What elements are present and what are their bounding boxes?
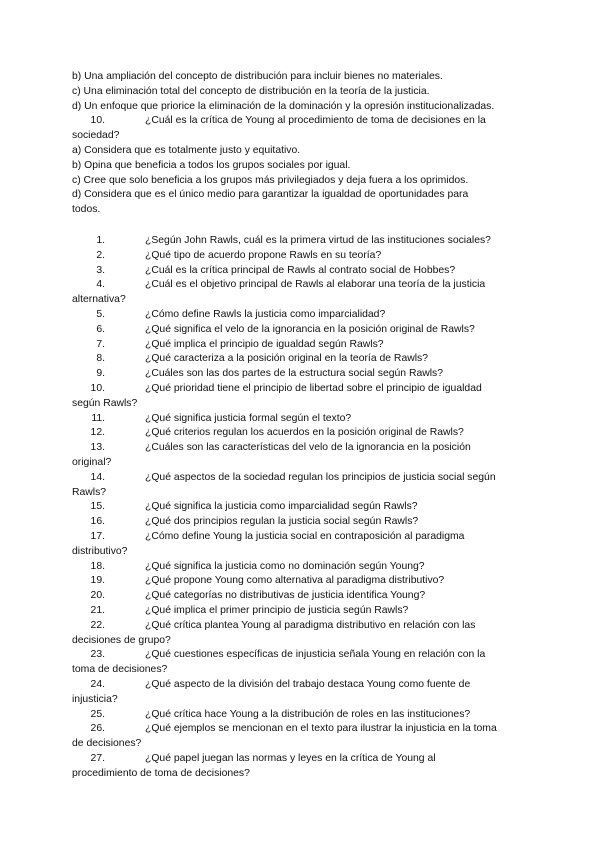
question-number: 19.: [90, 575, 105, 587]
question-number: 1.: [96, 235, 105, 246]
top-block: [72, 70, 534, 218]
question-text: ¿Qué cuestiones específicas de injusticia señala Young en relación con la: [145, 649, 486, 661]
question-number: 10.: [90, 115, 105, 127]
question-text: ¿Qué ejemplos se mencionan en el texto para ilustrar la injusticia en la toma: [145, 723, 497, 735]
question-text-cont: según Rawls?: [72, 397, 138, 409]
question-text: ¿Qué significa la justicia como no dominación según Young?: [145, 560, 425, 572]
question-text: ¿Cómo define Young la justicia social en contraposición al paradigma: [145, 530, 465, 542]
question-item: [0, 278, 600, 308]
question-item: [0, 234, 600, 249]
question-text: ¿Qué propone Young como alternativa al paradigma distributivo?: [145, 575, 445, 587]
question-item: [0, 412, 600, 427]
question-text: ¿Qué caracteriza a la posición original en la teoría de Rawls?: [145, 353, 429, 365]
question-text: ¿Cómo define Rawls la justicia como imparcialidad?: [145, 308, 386, 320]
question-text-cont: procedimiento de toma de decisiones?: [72, 767, 250, 779]
question-item: [0, 752, 600, 782]
question-text: ¿Qué implica el primer principio de justicia según Rawls?: [145, 604, 409, 616]
question-item: [0, 471, 600, 501]
question-number: 11.: [91, 412, 105, 424]
question-item: [0, 441, 600, 471]
option-line: d) Considera que es el único medio para garantizar la igualdad de oportunidades para: [72, 189, 469, 201]
question-text: ¿Qué criterios regulan los acuerdos en la posición original de Rawls?: [145, 427, 464, 439]
question-text: ¿Cuáles son las características del velo de la ignorancia en la posición: [145, 442, 471, 454]
question-number: 2.: [96, 249, 105, 261]
question-text: ¿Cuál es el objetivo principal de Rawls al elaborar una teoría de la justicia: [145, 279, 486, 291]
question-number: 22.: [90, 619, 105, 631]
question-item: [0, 323, 600, 338]
question-number: 14.: [90, 471, 105, 483]
question-item: [0, 264, 600, 279]
question-text-cont: original?: [72, 456, 112, 468]
question-item: [0, 619, 600, 649]
question-item: [0, 249, 600, 264]
question-number: 26.: [90, 723, 105, 735]
question-text: ¿Qué significa el velo de la ignorancia en la posición original de Rawls?: [145, 323, 475, 335]
question-number: 4.: [96, 279, 105, 291]
question-text: ¿Cuál es la crítica de Young al procedimiento de toma de decisiones en la: [145, 115, 486, 127]
question-text-cont: distributivo?: [72, 545, 128, 557]
question-item: [0, 338, 600, 353]
question-number: 12.: [90, 427, 105, 439]
question-text: ¿Qué aspecto de la división del trabajo destaca Young como fuente de: [145, 678, 471, 690]
question-number: 13.: [90, 442, 105, 454]
question-text: ¿Qué tipo de acuerdo propone Rawls en su teoría?: [145, 249, 382, 261]
option-line: c) Una eliminación total del concepto de distribución en la teoría de la justicia.: [72, 85, 430, 97]
question-item: [0, 560, 600, 575]
question-item: [0, 589, 600, 604]
question-text-cont: toma de decisiones?: [72, 664, 168, 676]
question-text: ¿Qué significa la justicia como imparcialidad según Rawls?: [145, 501, 418, 513]
question-item: [0, 722, 600, 752]
question-item: [0, 308, 600, 323]
question-text: ¿Qué prioridad tiene el principio de libertad sobre el principio de igualdad: [145, 382, 482, 394]
question-text-cont: de decisiones?: [72, 738, 142, 750]
question-number: 3.: [96, 264, 105, 276]
question-item: [0, 382, 600, 412]
question-item: [0, 678, 600, 708]
question-text: ¿Cuáles son las dos partes de la estructura social según Rawls?: [145, 368, 444, 380]
question-number: 8.: [96, 353, 105, 365]
option-line: b) Una ampliación del concepto de distribución para incluir bienes no materiales.: [72, 71, 443, 82]
question-item: [0, 708, 600, 723]
question-text: ¿Qué implica el principio de igualdad según Rawls?: [145, 338, 384, 350]
question-text: ¿Según John Rawls, cuál es la primera virtud de las instituciones sociales?: [145, 235, 491, 246]
question-text-cont: alternativa?: [72, 294, 126, 306]
question-item: [0, 604, 600, 619]
question-item: [0, 530, 600, 560]
question-text: ¿Qué crítica hace Young a la distribución de roles en las instituciones?: [145, 708, 471, 720]
question-item: [0, 426, 600, 441]
question-text: ¿Qué categorías no distributivas de justicia identifica Young?: [145, 590, 426, 602]
question-text-cont: sociedad?: [72, 130, 120, 142]
option-line: c) Cree que solo beneficia a los grupos más privilegiados y deja fuera a los oprimidos.: [72, 174, 469, 186]
question-list: [0, 234, 600, 781]
question-number: 25.: [90, 708, 105, 720]
question-number: 16.: [90, 516, 105, 528]
question-text: ¿Cuál es la crítica principal de Rawls al contrato social de Hobbes?: [145, 264, 456, 276]
question-item: [0, 367, 600, 382]
question-number: 6.: [96, 323, 105, 335]
question-number: 17.: [90, 530, 105, 542]
question-text-cont: Rawls?: [72, 486, 107, 498]
question-item: [0, 648, 600, 678]
question-number: 7.: [96, 338, 105, 350]
question-text-cont: injusticia?: [72, 693, 118, 705]
question-number: 15.: [90, 501, 105, 513]
question-item: [0, 352, 600, 367]
question-item: [0, 574, 600, 589]
option-line: a) Considera que es totalmente justo y equitativo.: [72, 144, 301, 156]
question-text: ¿Qué dos principios regulan la justicia social según Rawls?: [145, 516, 419, 528]
question-text: ¿Qué papel juegan las normas y leyes en la crítica de Young al: [145, 752, 436, 764]
question-text: ¿Qué significa justicia formal según el texto?: [145, 412, 352, 424]
question-number: 18.: [90, 560, 105, 572]
question-text-cont: decisiones de grupo?: [72, 634, 171, 646]
question-number: 20.: [90, 590, 105, 602]
question-number: 5.: [96, 308, 105, 320]
question-item: [0, 515, 600, 530]
question-number: 23.: [90, 649, 105, 661]
option-line: b) Opina que beneficia a todos los grupos sociales por igual.: [72, 159, 351, 171]
option-line: d) Un enfoque que priorice la eliminación de la dominación y la opresión institucionalizadas.: [72, 100, 495, 112]
question-text: ¿Qué crítica plantea Young al paradigma distributivo en relación con las: [145, 619, 476, 631]
question-number: 27.: [90, 752, 105, 764]
question-10-mc: [0, 114, 534, 144]
question-number: 21.: [90, 604, 105, 616]
question-item: [0, 500, 600, 515]
question-text: ¿Qué aspectos de la sociedad regulan los principios de justicia social según: [145, 471, 496, 483]
option-line: todos.: [72, 204, 101, 216]
question-number: 10.: [90, 382, 105, 394]
question-number: 9.: [96, 368, 105, 380]
question-number: 24.: [90, 678, 105, 690]
